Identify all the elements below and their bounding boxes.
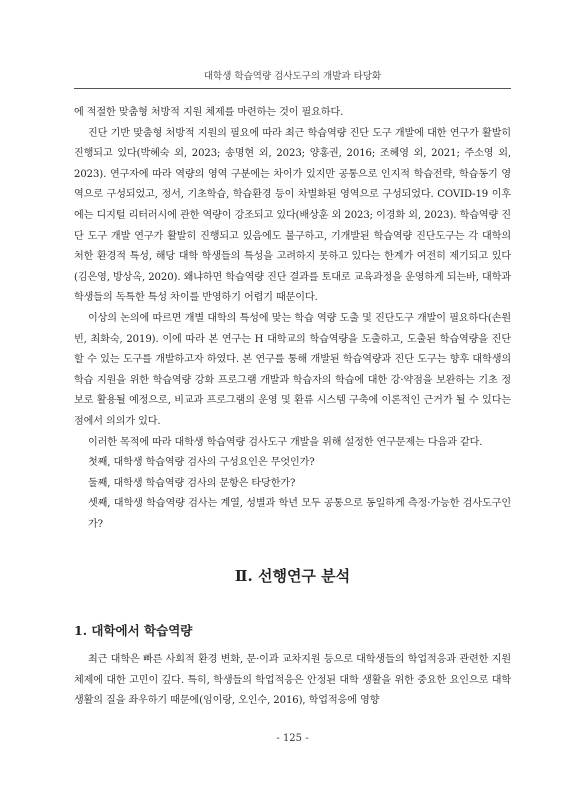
research-question-2: 둘째, 대학생 학습역량 검사의 문항은 타당한가? [88, 477, 296, 489]
section-title: Ⅱ. 선행연구 분석 [234, 567, 351, 585]
paragraph-diagnostic-tools: 진단 기반 맞춤형 처방적 지원의 필요에 따라 최근 학습역량 진단 도구 개발에 대한 연구가 활발히 진행되고 있다(박혜숙 외, 2023; 송명현 외, 2023; 양홍권, 2016; 조혜영 외, 2021; 주소영 외, 2023). 연구자에 따라 역량의 영역 구분에는 차이가 있지만 공통으로 인지적 학습전략, 학습동기 영역으로 구성되었고, 정서, 기초학습, 학습환경 등이 차별화된 영역으로 구성되었다. COVID-19 이후에는 디지털 리터러시에 관한 역량이 강조되고 있다(배상훈 외 2023; 이경화 외, 2023). 학습역량 진단 도구 개발 연구가 활발히 진행되고 있음에도 불구하고, 기개발된 학습역량 진단도구는 각 대학의 처한 환경적 특성, 해당 대학 학생들의 특성을 고려하지 못하고 있다는 한계가 여전히 제기되고 있다(김은영, 방상옥, 2020). 왜냐하면 학습역량 진단 결과를 토대로 교육과정을 운영하게 되는바, 대학과 학생들의 독특한 특성 차이를 반영하기 어렵기 때문이다. [74, 127, 511, 304]
page-number: - 125 - [276, 733, 309, 744]
subsection-title: 1. 대학에서 학습역량 [74, 623, 193, 638]
paragraph-continuation: 에 적절한 맞춤형 처방적 지원 체제를 마련하는 것이 필요하다. [74, 107, 344, 118]
section-body-text [74, 650, 511, 712]
research-question-3: 셋째, 대학생 학습역량 검사는 계열, 성별과 학년 모두 공통으로 동일하게 측정·가능한 검사도구인가? [88, 498, 511, 530]
header-rule [74, 88, 511, 89]
running-header: 대학생 학습역량 검사도구의 개발과 타당화 [203, 71, 382, 82]
paragraph-study-purpose: 이상의 논의에 따르면 개별 대학의 특성에 맞는 학습 역량 도출 및 진단도구 개발이 필요하다(손원빈, 최화숙, 2019). 이에 따라 본 연구는 H 대학교의 학습역량을 도출하고, 도출된 학습역량을 진단할 수 있는 도구를 개발하고자 하였다. 본 연구를 통해 개발된 학습역량과 진단 도구는 향후 대학생의 학습 지원을 위한 학습역량 강화 프로그램 개발과 학습자의 학습에 대한 강·약점을 보완하는 기초 정보로 활용될 예정으로, 비교과 프로그램의 운영 및 환류 시스템 구축에 이론적인 근거가 될 수 있다는 점에서 의의가 있다. [74, 312, 511, 427]
paragraph-research-questions-intro: 이러한 목적에 따라 대학생 학습역량 검사도구 개발을 위해 설정한 연구문제는 다음과 같다. [88, 436, 483, 448]
paragraph-learning-competency: 최근 대학은 빠른 사회적 환경 변화, 문·이과 교차지원 등으로 대학생들의 학업적응과 관련한 지원 체제에 대한 고민이 깊다. 특히, 학생들의 학업적응은 안정된 대학 생활을 위한 중요한 요인으로 대학 생활의 질을 좌우하기 때문에(임이랑, 오인수, 2016), 학업적응에 영향 [74, 654, 511, 707]
body-text [74, 103, 511, 535]
research-question-1: 첫째, 대학생 학습역량 검사의 구성요인은 무엇인가? [88, 457, 315, 469]
